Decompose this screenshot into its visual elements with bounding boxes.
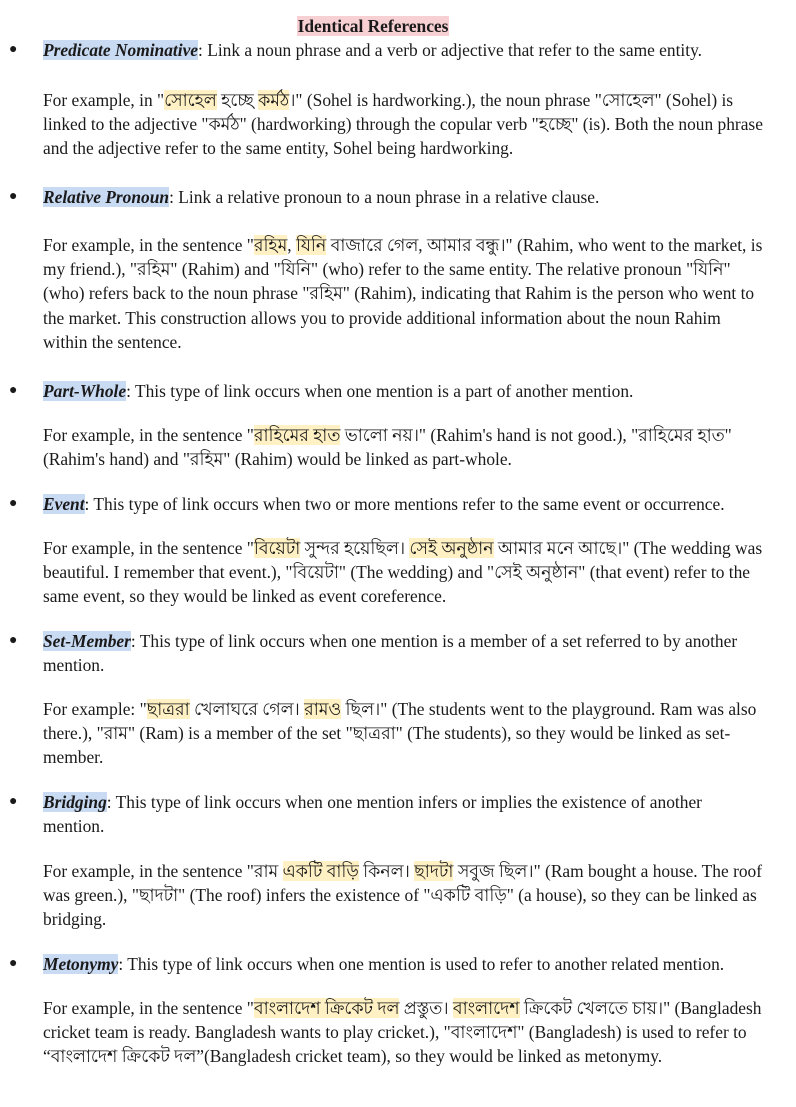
- list-item: [43, 38, 765, 62]
- example-text: আমার মনে আছে।" (The wedding was beautiful. I remember that event.), "বিয়েটা" (The wedding) and "সেই অনুষ্ঠান" (that event) refer to the same event, so they would be linked as event coreference.: [43, 538, 763, 607]
- example-text: For example, in the sentence ": [43, 998, 254, 1018]
- example-text: For example, in ": [43, 90, 165, 110]
- term-definition: : This type of link occurs when one mention is a member of a set referred to by another mention.: [43, 631, 738, 676]
- highlighted-mention: বাংলাদেশ ক্রিকেট দল: [253, 998, 400, 1018]
- bullet-icon: ●: [9, 42, 18, 57]
- highlighted-mention: ছাত্ররা: [146, 699, 190, 719]
- example-text: For example, in the sentence ": [43, 235, 254, 255]
- example-text: For example, in the sentence ": [43, 538, 254, 558]
- example-text: খেলাঘরে গেল।: [189, 699, 305, 719]
- example-paragraph: [43, 697, 765, 770]
- list-item: [43, 952, 765, 976]
- list-item: [43, 492, 765, 516]
- page-title: [0, 14, 746, 38]
- example-text: কিনল।: [358, 861, 415, 881]
- highlighted-mention: বিয়েটা: [253, 538, 301, 558]
- term-definition: : Link a relative pronoun to a noun phrase in a relative clause.: [169, 187, 600, 207]
- term-label: Event: [43, 494, 85, 514]
- list-item: [43, 629, 765, 677]
- bullet-icon: ●: [9, 794, 18, 809]
- example-text: For example, in the sentence "রাম: [43, 861, 283, 881]
- term-definition: : Link a noun phrase and a verb or adjective that refer to the same entity.: [198, 40, 703, 60]
- term-definition: : This type of link occurs when one mention infers or implies the existence of another mention.: [43, 792, 702, 837]
- highlighted-mention: বাংলাদেশ: [452, 998, 520, 1018]
- example-paragraph: [43, 536, 765, 609]
- example-text: For example, in the sentence ": [43, 425, 254, 445]
- highlighted-mention: কর্মঠ: [258, 90, 290, 110]
- term-label: Set-Member: [43, 631, 131, 651]
- term-label: Part-Whole: [43, 381, 127, 401]
- example-text: হচ্ছে: [216, 90, 259, 110]
- term-definition: : This type of link occurs when two or more mentions refer to the same event or occurrence.: [84, 494, 725, 514]
- example-text: ছিল।" (The students went to the playground. Ram was also there.), "রাম" (Ram) is a member of the set "ছাত্ররা" (The students), so they would be linked as set-member.: [43, 699, 757, 768]
- example-text: প্রস্তুত।: [399, 998, 453, 1018]
- highlighted-mention: সোহেল: [164, 90, 217, 110]
- example-text: ।" (Sohel is hardworking.), the noun phrase "সোহেল" (Sohel) is linked to the adjective "কর্মঠ" (hardworking) through the copular verb "হচ্ছে" (is). Both the noun phrase and the adjective refer to the same entity, Sohel being hardworking.: [43, 90, 763, 159]
- bullet-icon: ●: [9, 633, 18, 648]
- highlighted-mention: একটি বাড়ি: [282, 861, 359, 881]
- example-paragraph: [43, 859, 765, 932]
- example-paragraph: [43, 423, 765, 471]
- list-item: [43, 379, 765, 403]
- example-text: বাজারে গেল, আমার বন্ধু।" (Rahim, who went to the market, is my friend.), "রহিম" (Rahim) and "যিনি" (who) refer to the same entity. The relative pronoun "যিনি" (who) refers back to the noun phrase "রহিম" (Rahim), indicating that Rahim is the person who went to the market. This construction allows you to provide additional information about the noun Rahim within the sentence.: [43, 235, 763, 352]
- bullet-icon: ●: [9, 956, 18, 971]
- list-item: [43, 790, 765, 838]
- example-text: সবুজ ছিল।" (Ram bought a house. The roof was green.), "ছাদটা" (The roof) infers the existence of "একটি বাড়ি" (a house), so they can be linked as bridging.: [43, 861, 763, 930]
- bullet-icon: ●: [9, 383, 18, 398]
- term-definition: : This type of link occurs when one mention is a part of another mention.: [126, 381, 634, 401]
- example-text: সুন্দর হয়েছিল।: [300, 538, 410, 558]
- example-text: ,: [287, 235, 296, 255]
- term-label: Bridging: [43, 792, 107, 812]
- highlighted-mention: রামও: [304, 699, 342, 719]
- term-label: Predicate Nominative: [43, 40, 199, 60]
- bullet-icon: ●: [9, 189, 18, 204]
- example-paragraph: [43, 233, 765, 354]
- highlighted-mention: ছাদটা: [414, 861, 454, 881]
- list-item: [43, 185, 765, 209]
- example-text: For example: ": [43, 699, 147, 719]
- term-label: Relative Pronoun: [43, 187, 170, 207]
- highlighted-mention: রাহিমের হাত: [253, 425, 341, 445]
- highlighted-mention: যিনি: [295, 235, 327, 255]
- example-text: ক্রিকেট খেলতে চায়।" (Bangladesh cricket team is ready. Bangladesh wants to play cricket.), "বাংলাদেশ" (Bangladesh) is used to refer to “বাংলাদেশ ক্রিকেট দল”(Bangladesh cricket team), so they would be linked as metonymy.: [43, 998, 762, 1067]
- example-paragraph: [43, 996, 765, 1069]
- term-definition: : This type of link occurs when one mention is used to refer to another related mention.: [118, 954, 725, 974]
- example-paragraph: [43, 88, 765, 161]
- highlighted-mention: রহিম: [253, 235, 288, 255]
- highlighted-mention: সেই অনুষ্ঠান: [409, 538, 494, 558]
- term-label: Metonymy: [43, 954, 119, 974]
- example-text: ভালো নয়।" (Rahim's hand is not good.), "রাহিমের হাত" (Rahim's hand) and "রহিম" (Rahim) would be linked as part-whole.: [43, 425, 732, 470]
- bullet-icon: ●: [9, 496, 18, 511]
- title-text: Identical References: [297, 16, 449, 36]
